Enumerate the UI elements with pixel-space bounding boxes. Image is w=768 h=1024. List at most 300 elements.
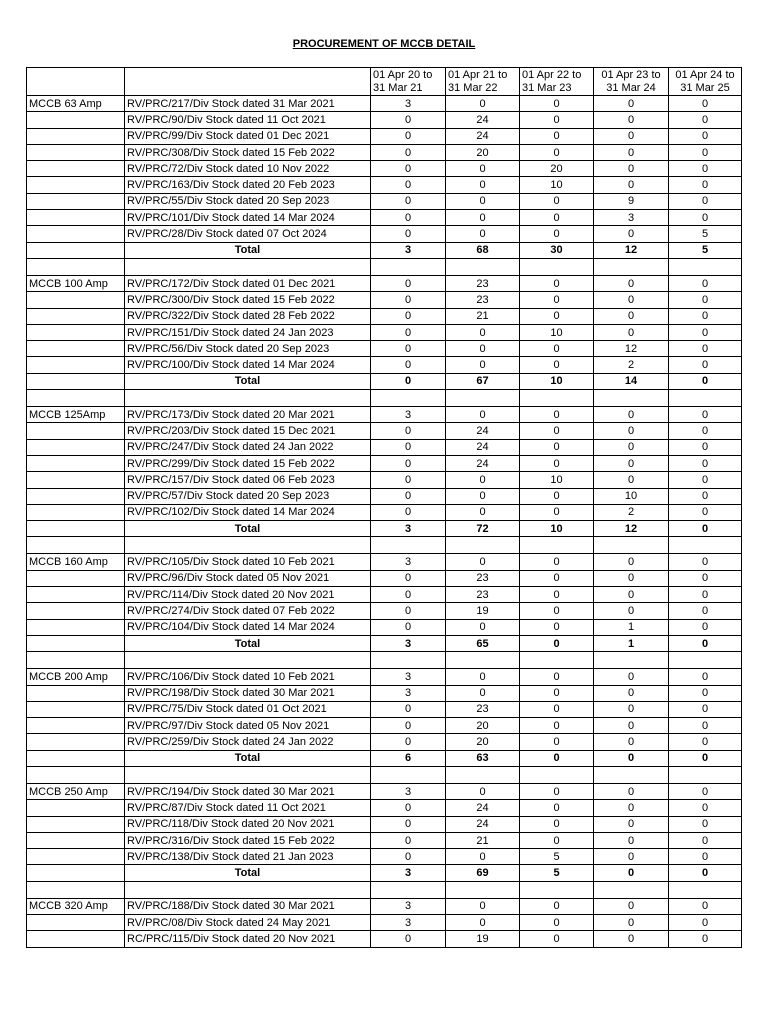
reference-cell: RV/PRC/56/Div Stock dated 20 Sep 2023 bbox=[125, 341, 371, 357]
table-row bbox=[27, 570, 742, 586]
quantity-cell: 23 bbox=[446, 701, 520, 717]
quantity-cell: 3 bbox=[371, 915, 446, 931]
table-row bbox=[27, 357, 742, 373]
reference-cell: RV/PRC/157/Div Stock dated 06 Feb 2023 bbox=[125, 472, 371, 488]
quantity-cell: 0 bbox=[594, 816, 669, 832]
reference-cell: RV/PRC/247/Div Stock dated 24 Jan 2022 bbox=[125, 439, 371, 455]
spacer-cell bbox=[27, 881, 125, 898]
quantity-cell: 0 bbox=[520, 783, 594, 799]
spacer-cell bbox=[371, 766, 446, 783]
item-name-cell-empty bbox=[27, 488, 125, 504]
spacer-cell bbox=[446, 881, 520, 898]
total-value-cell: 72 bbox=[446, 521, 520, 537]
quantity-cell: 24 bbox=[446, 455, 520, 471]
spacer-row bbox=[27, 881, 742, 898]
quantity-cell: 0 bbox=[520, 144, 594, 160]
quantity-cell: 0 bbox=[520, 439, 594, 455]
quantity-cell: 24 bbox=[446, 816, 520, 832]
quantity-cell: 0 bbox=[520, 308, 594, 324]
spacer-cell bbox=[669, 652, 742, 669]
quantity-cell: 0 bbox=[594, 275, 669, 291]
spacer-cell bbox=[446, 390, 520, 407]
quantity-cell: 0 bbox=[520, 292, 594, 308]
item-name-cell: MCCB 63 Amp bbox=[27, 96, 125, 112]
item-name-cell-empty bbox=[27, 210, 125, 226]
quantity-cell: 0 bbox=[594, 734, 669, 750]
spacer-cell bbox=[371, 537, 446, 554]
table-row bbox=[27, 275, 742, 291]
quantity-cell: 0 bbox=[594, 570, 669, 586]
table-row bbox=[27, 898, 742, 914]
total-row bbox=[27, 373, 742, 389]
header-row bbox=[27, 68, 742, 96]
item-name-cell-empty bbox=[27, 161, 125, 177]
total-value-cell: 14 bbox=[594, 373, 669, 389]
quantity-cell: 2 bbox=[594, 357, 669, 373]
quantity-cell: 0 bbox=[594, 832, 669, 848]
quantity-cell: 0 bbox=[371, 455, 446, 471]
quantity-cell: 5 bbox=[520, 849, 594, 865]
reference-cell: RV/PRC/151/Div Stock dated 24 Jan 2023 bbox=[125, 324, 371, 340]
quantity-cell: 0 bbox=[669, 193, 742, 209]
procurement-table bbox=[26, 67, 742, 948]
table-row bbox=[27, 341, 742, 357]
quantity-cell: 20 bbox=[446, 144, 520, 160]
quantity-cell: 23 bbox=[446, 587, 520, 603]
reference-cell: RV/PRC/299/Div Stock dated 15 Feb 2022 bbox=[125, 455, 371, 471]
quantity-cell: 0 bbox=[446, 669, 520, 685]
spacer-cell bbox=[125, 766, 371, 783]
quantity-cell: 0 bbox=[520, 619, 594, 635]
table-row bbox=[27, 718, 742, 734]
quantity-cell: 0 bbox=[669, 832, 742, 848]
quantity-cell: 21 bbox=[446, 308, 520, 324]
quantity-cell: 0 bbox=[446, 177, 520, 193]
total-label-cell: Total bbox=[125, 373, 371, 389]
quantity-cell: 24 bbox=[446, 423, 520, 439]
spacer-cell bbox=[669, 537, 742, 554]
table-row bbox=[27, 734, 742, 750]
total-row-empty-cell bbox=[27, 373, 125, 389]
spacer-cell bbox=[594, 258, 669, 275]
spacer-cell bbox=[446, 258, 520, 275]
quantity-cell: 21 bbox=[446, 832, 520, 848]
item-name-cell-empty bbox=[27, 603, 125, 619]
item-name-cell-empty bbox=[27, 915, 125, 931]
quantity-cell: 0 bbox=[446, 341, 520, 357]
quantity-cell: 0 bbox=[669, 177, 742, 193]
total-row-empty-cell bbox=[27, 635, 125, 651]
item-name-cell-empty bbox=[27, 144, 125, 160]
table-row bbox=[27, 800, 742, 816]
quantity-cell: 0 bbox=[520, 915, 594, 931]
quantity-cell: 0 bbox=[594, 177, 669, 193]
reference-cell: RV/PRC/316/Div Stock dated 15 Feb 2022 bbox=[125, 832, 371, 848]
reference-cell: RV/PRC/72/Div Stock dated 10 Nov 2022 bbox=[125, 161, 371, 177]
quantity-cell: 0 bbox=[446, 554, 520, 570]
item-name-cell: MCCB 125Amp bbox=[27, 407, 125, 423]
quantity-cell: 0 bbox=[669, 603, 742, 619]
quantity-cell: 0 bbox=[520, 816, 594, 832]
reference-cell: RV/PRC/300/Div Stock dated 15 Feb 2022 bbox=[125, 292, 371, 308]
item-name-cell-empty bbox=[27, 931, 125, 947]
quantity-cell: 20 bbox=[520, 161, 594, 177]
quantity-cell: 3 bbox=[371, 554, 446, 570]
quantity-cell: 20 bbox=[446, 718, 520, 734]
quantity-cell: 0 bbox=[594, 685, 669, 701]
spacer-cell bbox=[669, 390, 742, 407]
quantity-cell: 0 bbox=[669, 128, 742, 144]
reference-cell: RV/PRC/106/Div Stock dated 10 Feb 2021 bbox=[125, 669, 371, 685]
quantity-cell: 0 bbox=[594, 554, 669, 570]
quantity-cell: 0 bbox=[669, 701, 742, 717]
quantity-cell: 0 bbox=[371, 341, 446, 357]
table-row bbox=[27, 554, 742, 570]
spacer-row bbox=[27, 390, 742, 407]
table-row bbox=[27, 816, 742, 832]
item-name-cell-empty bbox=[27, 226, 125, 242]
quantity-cell: 3 bbox=[371, 669, 446, 685]
quantity-cell: 0 bbox=[520, 685, 594, 701]
quantity-cell: 0 bbox=[520, 669, 594, 685]
quantity-cell: 0 bbox=[594, 128, 669, 144]
item-name-cell-empty bbox=[27, 587, 125, 603]
quantity-cell: 0 bbox=[520, 504, 594, 520]
quantity-cell: 3 bbox=[371, 407, 446, 423]
item-name-cell-empty bbox=[27, 193, 125, 209]
quantity-cell: 0 bbox=[669, 439, 742, 455]
quantity-cell: 0 bbox=[371, 734, 446, 750]
quantity-cell: 0 bbox=[520, 357, 594, 373]
quantity-cell: 0 bbox=[371, 308, 446, 324]
reference-cell: RV/PRC/102/Div Stock dated 14 Mar 2024 bbox=[125, 504, 371, 520]
quantity-cell: 0 bbox=[446, 898, 520, 914]
reference-cell: RC/PRC/115/Div Stock dated 20 Nov 2021 bbox=[125, 931, 371, 947]
table-row bbox=[27, 832, 742, 848]
quantity-cell: 0 bbox=[520, 554, 594, 570]
total-value-cell: 0 bbox=[594, 750, 669, 766]
table-row bbox=[27, 783, 742, 799]
item-name-cell: MCCB 160 Amp bbox=[27, 554, 125, 570]
reference-cell: RV/PRC/101/Div Stock dated 14 Mar 2024 bbox=[125, 210, 371, 226]
reference-cell: RV/PRC/259/Div Stock dated 24 Jan 2022 bbox=[125, 734, 371, 750]
header-cell-reference bbox=[125, 68, 371, 96]
quantity-cell: 0 bbox=[669, 734, 742, 750]
table-row bbox=[27, 324, 742, 340]
reference-cell: RV/PRC/203/Div Stock dated 15 Dec 2021 bbox=[125, 423, 371, 439]
quantity-cell: 0 bbox=[594, 324, 669, 340]
quantity-cell: 0 bbox=[594, 226, 669, 242]
quantity-cell: 0 bbox=[520, 603, 594, 619]
quantity-cell: 0 bbox=[446, 783, 520, 799]
quantity-cell: 0 bbox=[594, 603, 669, 619]
total-value-cell: 67 bbox=[446, 373, 520, 389]
quantity-cell: 0 bbox=[594, 144, 669, 160]
item-name-cell: MCCB 250 Amp bbox=[27, 783, 125, 799]
item-name-cell: MCCB 200 Amp bbox=[27, 669, 125, 685]
quantity-cell: 0 bbox=[669, 898, 742, 914]
table-row bbox=[27, 112, 742, 128]
table-body bbox=[27, 68, 742, 948]
quantity-cell: 0 bbox=[446, 324, 520, 340]
quantity-cell: 0 bbox=[371, 488, 446, 504]
quantity-cell: 0 bbox=[371, 931, 446, 947]
spacer-cell bbox=[520, 537, 594, 554]
quantity-cell: 23 bbox=[446, 570, 520, 586]
item-name-cell-empty bbox=[27, 570, 125, 586]
quantity-cell: 0 bbox=[594, 931, 669, 947]
quantity-cell: 23 bbox=[446, 275, 520, 291]
quantity-cell: 3 bbox=[371, 685, 446, 701]
quantity-cell: 0 bbox=[669, 161, 742, 177]
total-value-cell: 6 bbox=[371, 750, 446, 766]
quantity-cell: 0 bbox=[594, 112, 669, 128]
table-row bbox=[27, 669, 742, 685]
spacer-cell bbox=[594, 881, 669, 898]
reference-cell: RV/PRC/105/Div Stock dated 10 Feb 2021 bbox=[125, 554, 371, 570]
table-row bbox=[27, 685, 742, 701]
quantity-cell: 0 bbox=[371, 718, 446, 734]
quantity-cell: 0 bbox=[669, 849, 742, 865]
quantity-cell: 0 bbox=[669, 504, 742, 520]
total-value-cell: 10 bbox=[520, 521, 594, 537]
total-row bbox=[27, 242, 742, 258]
quantity-cell: 0 bbox=[520, 570, 594, 586]
spacer-cell bbox=[520, 881, 594, 898]
table-row bbox=[27, 226, 742, 242]
total-value-cell: 0 bbox=[520, 635, 594, 651]
quantity-cell: 0 bbox=[594, 800, 669, 816]
table-row bbox=[27, 931, 742, 947]
quantity-cell: 10 bbox=[594, 488, 669, 504]
item-name-cell-empty bbox=[27, 112, 125, 128]
spacer-cell bbox=[594, 537, 669, 554]
quantity-cell: 0 bbox=[669, 554, 742, 570]
spacer-cell bbox=[125, 652, 371, 669]
quantity-cell: 0 bbox=[446, 357, 520, 373]
quantity-cell: 24 bbox=[446, 439, 520, 455]
quantity-cell: 0 bbox=[520, 832, 594, 848]
item-name-cell-empty bbox=[27, 292, 125, 308]
quantity-cell: 0 bbox=[446, 226, 520, 242]
quantity-cell: 0 bbox=[669, 685, 742, 701]
quantity-cell: 0 bbox=[669, 357, 742, 373]
header-cell-fy-2021-22: 01 Apr 21 to 31 Mar 22 bbox=[446, 68, 520, 96]
reference-cell: RV/PRC/198/Div Stock dated 30 Mar 2021 bbox=[125, 685, 371, 701]
reference-cell: RV/PRC/90/Div Stock dated 11 Oct 2021 bbox=[125, 112, 371, 128]
quantity-cell: 0 bbox=[446, 407, 520, 423]
item-name-cell-empty bbox=[27, 341, 125, 357]
table-row bbox=[27, 439, 742, 455]
item-name-cell-empty bbox=[27, 800, 125, 816]
quantity-cell: 0 bbox=[520, 96, 594, 112]
reference-cell: RV/PRC/172/Div Stock dated 01 Dec 2021 bbox=[125, 275, 371, 291]
table-row bbox=[27, 96, 742, 112]
total-value-cell: 5 bbox=[669, 242, 742, 258]
spacer-cell bbox=[371, 258, 446, 275]
quantity-cell: 0 bbox=[594, 472, 669, 488]
reference-cell: RV/PRC/55/Div Stock dated 20 Sep 2023 bbox=[125, 193, 371, 209]
quantity-cell: 19 bbox=[446, 931, 520, 947]
spacer-row bbox=[27, 537, 742, 554]
reference-cell: RV/PRC/99/Div Stock dated 01 Dec 2021 bbox=[125, 128, 371, 144]
quantity-cell: 0 bbox=[594, 701, 669, 717]
quantity-cell: 0 bbox=[594, 439, 669, 455]
quantity-cell: 24 bbox=[446, 128, 520, 144]
item-name-cell-empty bbox=[27, 701, 125, 717]
table-row bbox=[27, 455, 742, 471]
item-name-cell-empty bbox=[27, 832, 125, 848]
table-row bbox=[27, 177, 742, 193]
spacer-cell bbox=[371, 390, 446, 407]
header-cell-item bbox=[27, 68, 125, 96]
quantity-cell: 0 bbox=[669, 669, 742, 685]
total-value-cell: 0 bbox=[594, 865, 669, 881]
reference-cell: RV/PRC/194/Div Stock dated 30 Mar 2021 bbox=[125, 783, 371, 799]
quantity-cell: 0 bbox=[446, 96, 520, 112]
total-value-cell: 10 bbox=[520, 373, 594, 389]
table-row bbox=[27, 472, 742, 488]
quantity-cell: 0 bbox=[446, 210, 520, 226]
reference-cell: RV/PRC/118/Div Stock dated 20 Nov 2021 bbox=[125, 816, 371, 832]
spacer-cell bbox=[669, 258, 742, 275]
spacer-cell bbox=[520, 652, 594, 669]
quantity-cell: 0 bbox=[520, 210, 594, 226]
quantity-cell: 0 bbox=[594, 455, 669, 471]
quantity-cell: 0 bbox=[520, 423, 594, 439]
quantity-cell: 0 bbox=[371, 161, 446, 177]
total-value-cell: 0 bbox=[669, 750, 742, 766]
spacer-cell bbox=[594, 652, 669, 669]
quantity-cell: 0 bbox=[669, 587, 742, 603]
quantity-cell: 0 bbox=[371, 570, 446, 586]
quantity-cell: 0 bbox=[371, 292, 446, 308]
total-row-empty-cell bbox=[27, 750, 125, 766]
spacer-row bbox=[27, 652, 742, 669]
total-row-empty-cell bbox=[27, 242, 125, 258]
total-row bbox=[27, 750, 742, 766]
quantity-cell: 0 bbox=[669, 112, 742, 128]
quantity-cell: 0 bbox=[669, 472, 742, 488]
table-row bbox=[27, 144, 742, 160]
quantity-cell: 0 bbox=[371, 357, 446, 373]
item-name-cell-empty bbox=[27, 504, 125, 520]
spacer-cell bbox=[125, 537, 371, 554]
quantity-cell: 0 bbox=[669, 455, 742, 471]
quantity-cell: 0 bbox=[669, 324, 742, 340]
table-row bbox=[27, 488, 742, 504]
total-value-cell: 3 bbox=[371, 865, 446, 881]
quantity-cell: 0 bbox=[594, 308, 669, 324]
total-value-cell: 30 bbox=[520, 242, 594, 258]
item-name-cell-empty bbox=[27, 849, 125, 865]
quantity-cell: 0 bbox=[669, 96, 742, 112]
spacer-cell bbox=[27, 652, 125, 669]
quantity-cell: 0 bbox=[520, 193, 594, 209]
quantity-cell: 0 bbox=[520, 800, 594, 816]
table-row bbox=[27, 915, 742, 931]
item-name-cell-empty bbox=[27, 718, 125, 734]
quantity-cell: 0 bbox=[371, 603, 446, 619]
quantity-cell: 0 bbox=[594, 718, 669, 734]
quantity-cell: 24 bbox=[446, 800, 520, 816]
total-row-empty-cell bbox=[27, 865, 125, 881]
total-row-empty-cell bbox=[27, 521, 125, 537]
quantity-cell: 0 bbox=[371, 128, 446, 144]
total-value-cell: 0 bbox=[669, 521, 742, 537]
table-row bbox=[27, 849, 742, 865]
reference-cell: RV/PRC/217/Div Stock dated 31 Mar 2021 bbox=[125, 96, 371, 112]
quantity-cell: 0 bbox=[669, 210, 742, 226]
quantity-cell: 0 bbox=[371, 849, 446, 865]
item-name-cell-empty bbox=[27, 472, 125, 488]
total-value-cell: 12 bbox=[594, 521, 669, 537]
quantity-cell: 0 bbox=[594, 587, 669, 603]
spacer-cell bbox=[669, 766, 742, 783]
item-name-cell-empty bbox=[27, 357, 125, 373]
quantity-cell: 0 bbox=[594, 407, 669, 423]
quantity-cell: 3 bbox=[371, 96, 446, 112]
quantity-cell: 0 bbox=[594, 96, 669, 112]
spacer-cell bbox=[520, 258, 594, 275]
quantity-cell: 0 bbox=[669, 800, 742, 816]
quantity-cell: 10 bbox=[520, 324, 594, 340]
spacer-row bbox=[27, 766, 742, 783]
total-value-cell: 69 bbox=[446, 865, 520, 881]
quantity-cell: 0 bbox=[594, 783, 669, 799]
total-value-cell: 0 bbox=[371, 373, 446, 389]
total-label-cell: Total bbox=[125, 865, 371, 881]
total-row bbox=[27, 635, 742, 651]
table-row bbox=[27, 193, 742, 209]
item-name-cell: MCCB 100 Amp bbox=[27, 275, 125, 291]
quantity-cell: 10 bbox=[520, 472, 594, 488]
quantity-cell: 0 bbox=[446, 849, 520, 865]
table-row bbox=[27, 504, 742, 520]
quantity-cell: 0 bbox=[446, 472, 520, 488]
quantity-cell: 0 bbox=[669, 570, 742, 586]
total-value-cell: 3 bbox=[371, 242, 446, 258]
quantity-cell: 0 bbox=[520, 341, 594, 357]
item-name-cell-empty bbox=[27, 734, 125, 750]
item-name-cell-empty bbox=[27, 439, 125, 455]
item-name-cell-empty bbox=[27, 455, 125, 471]
quantity-cell: 0 bbox=[446, 685, 520, 701]
spacer-cell bbox=[446, 537, 520, 554]
quantity-cell: 0 bbox=[520, 128, 594, 144]
reference-cell: RV/PRC/104/Div Stock dated 14 Mar 2024 bbox=[125, 619, 371, 635]
quantity-cell: 0 bbox=[371, 144, 446, 160]
quantity-cell: 0 bbox=[520, 587, 594, 603]
reference-cell: RV/PRC/138/Div Stock dated 21 Jan 2023 bbox=[125, 849, 371, 865]
reference-cell: RV/PRC/75/Div Stock dated 01 Oct 2021 bbox=[125, 701, 371, 717]
reference-cell: RV/PRC/100/Div Stock dated 14 Mar 2024 bbox=[125, 357, 371, 373]
quantity-cell: 0 bbox=[371, 587, 446, 603]
quantity-cell: 0 bbox=[669, 292, 742, 308]
quantity-cell: 24 bbox=[446, 112, 520, 128]
table-row bbox=[27, 210, 742, 226]
quantity-cell: 0 bbox=[371, 439, 446, 455]
quantity-cell: 0 bbox=[446, 504, 520, 520]
reference-cell: RV/PRC/274/Div Stock dated 07 Feb 2022 bbox=[125, 603, 371, 619]
spacer-row bbox=[27, 258, 742, 275]
header-cell-fy-2022-23: 01 Apr 22 to 31 Mar 23 bbox=[520, 68, 594, 96]
table-row bbox=[27, 603, 742, 619]
spacer-cell bbox=[371, 652, 446, 669]
quantity-cell: 0 bbox=[371, 816, 446, 832]
spacer-cell bbox=[594, 390, 669, 407]
reference-cell: RV/PRC/28/Div Stock dated 07 Oct 2024 bbox=[125, 226, 371, 242]
